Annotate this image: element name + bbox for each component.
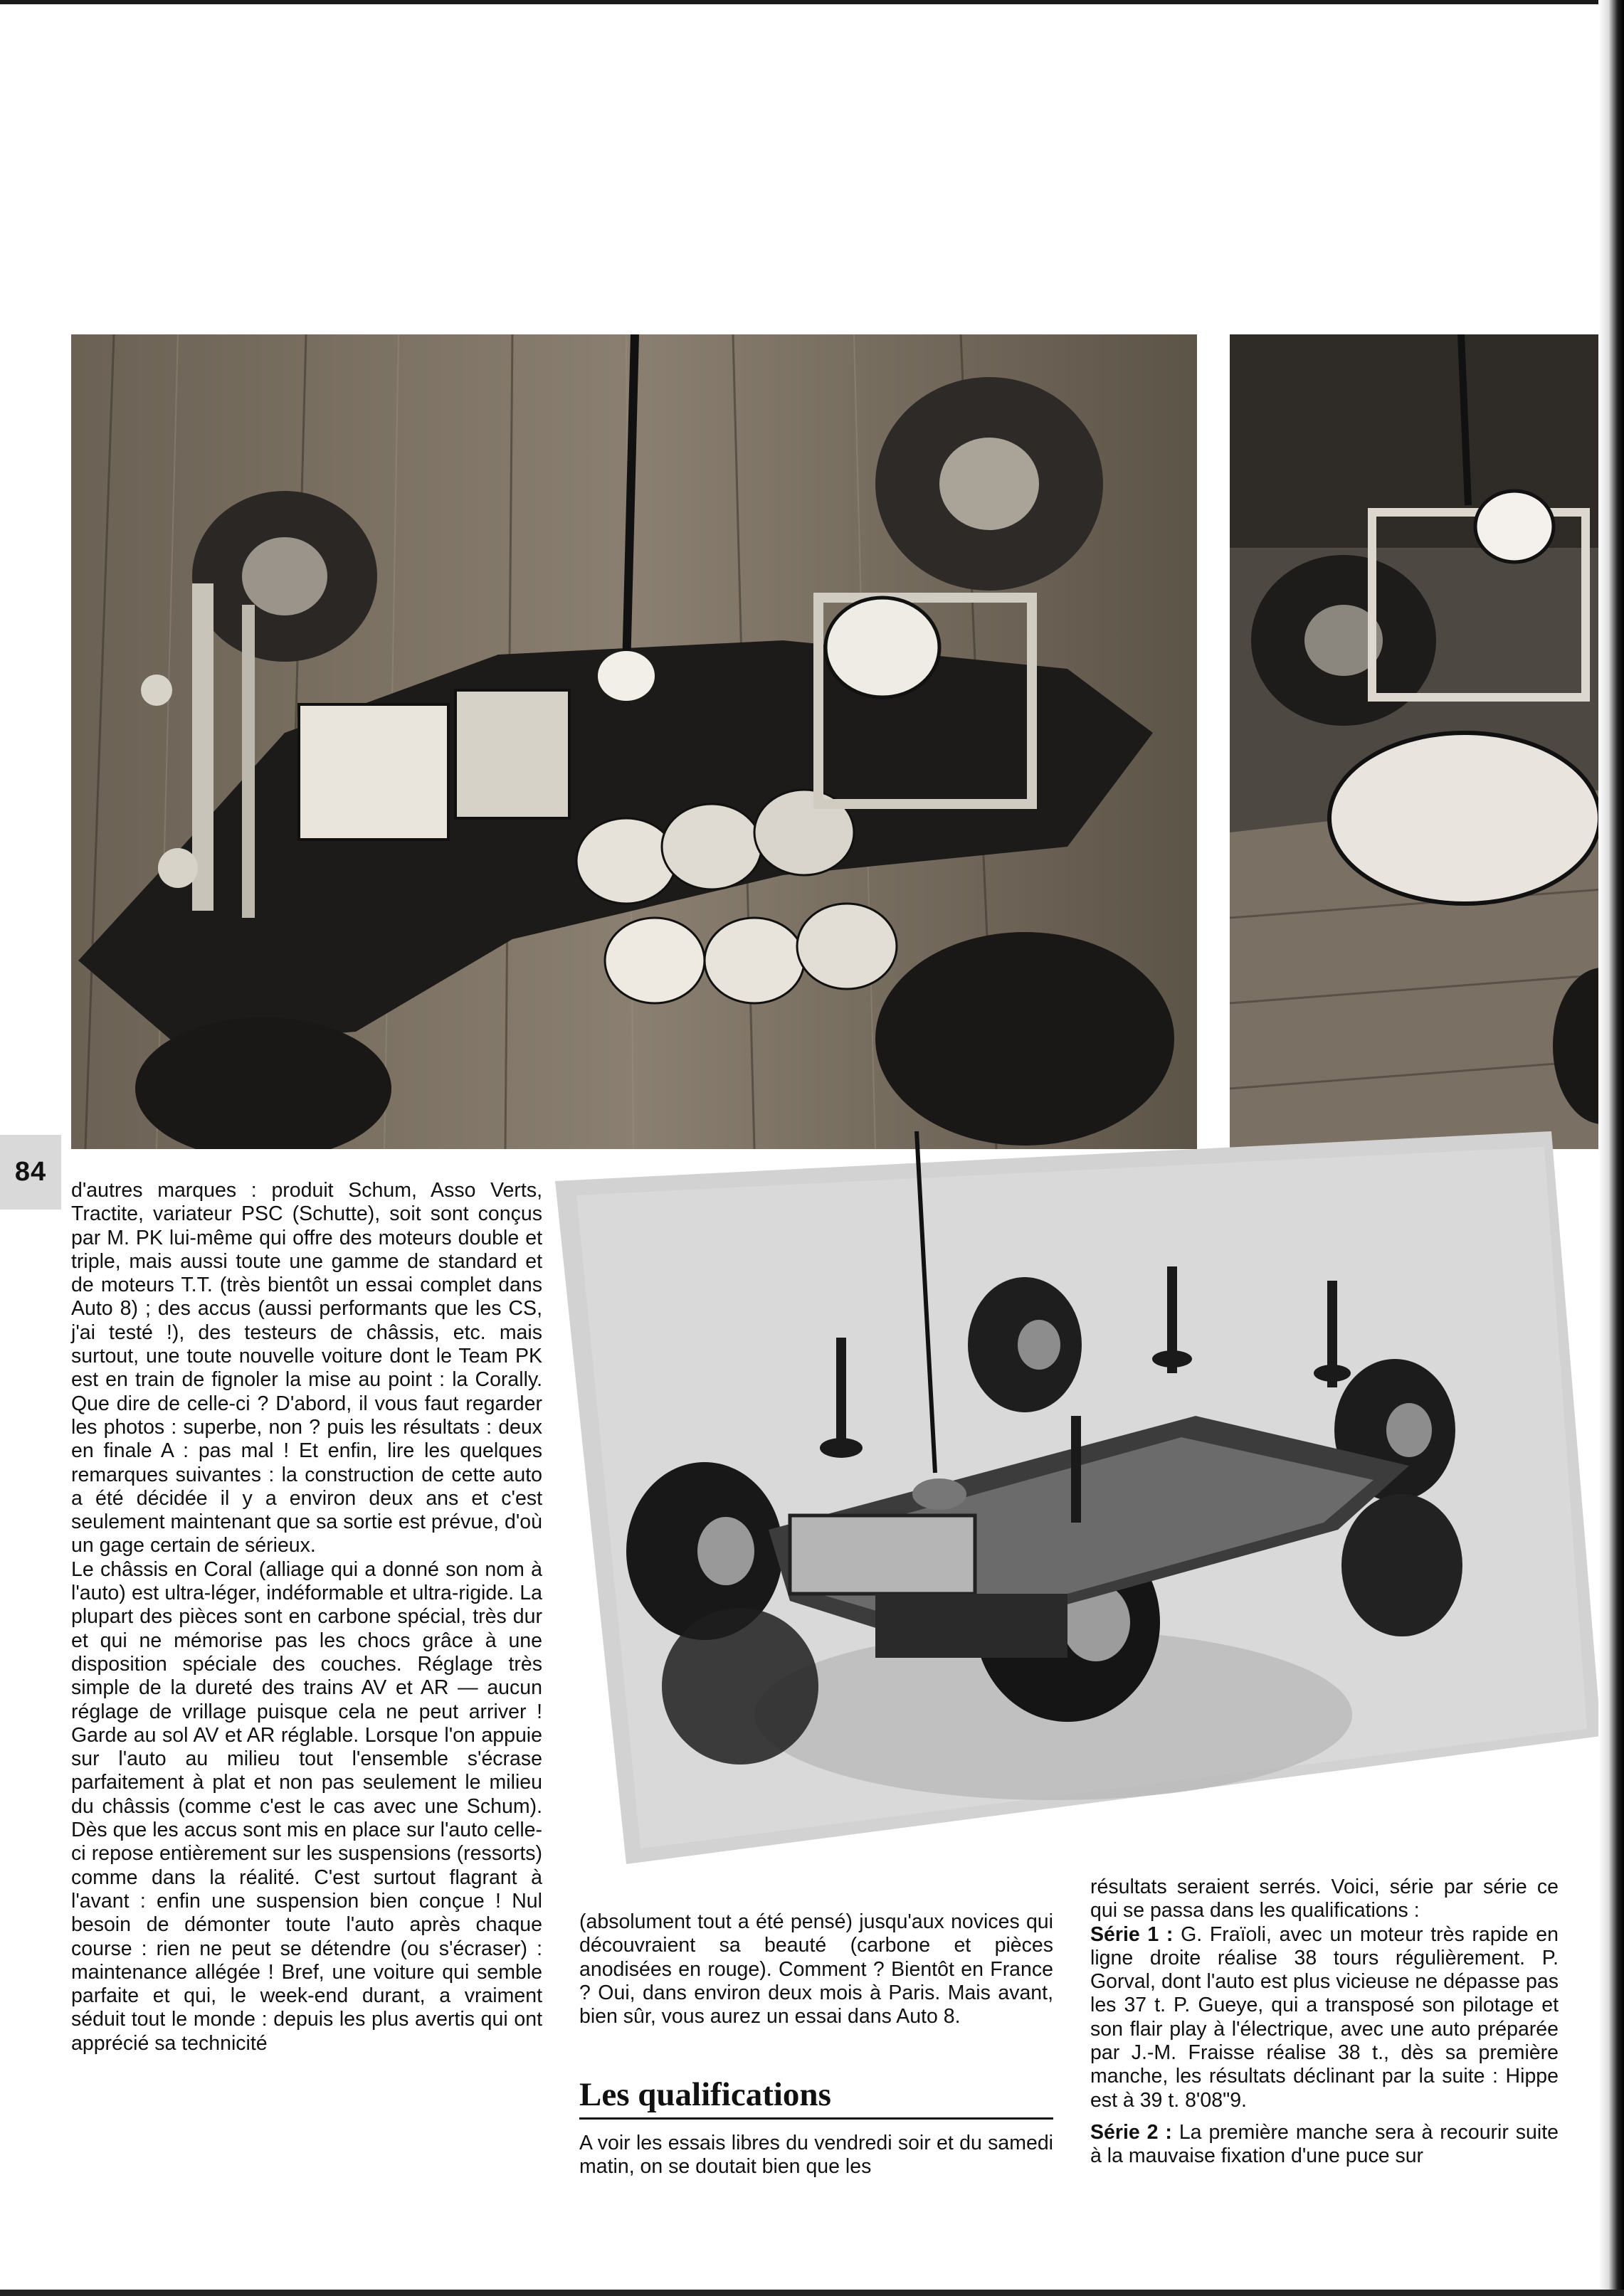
section-heading-qualifications: Les qualifications bbox=[579, 2073, 1053, 2120]
serie-1-paragraph bbox=[1090, 1923, 1559, 2112]
photo-rc-car-detail bbox=[1230, 334, 1603, 1149]
page-bottom-edge bbox=[0, 2290, 1624, 2296]
column2-paragraph-2: A voir les essais libres du vendredi soir et du samedi matin, on se doutait bien que les bbox=[579, 2132, 1053, 2179]
serie-2-text: La première manche sera à recourir suite à la mauvaise fixation d'une puce sur bbox=[1090, 2120, 1559, 2168]
article-column-2 bbox=[579, 1910, 1053, 2028]
article-column-2-continued bbox=[579, 2132, 1053, 2179]
serie-2-paragraph bbox=[1090, 2121, 1559, 2169]
article-column-3 bbox=[1090, 1876, 1559, 2169]
page-top-edge bbox=[0, 0, 1624, 4]
chassis-photo-drawing bbox=[71, 334, 1197, 1149]
page-right-edge bbox=[1598, 0, 1624, 2296]
column3-paragraph-1: résultats seraient serrés. Voici, série par série ce qui se passa dans les qualifications : bbox=[1090, 1876, 1559, 1922]
column2-paragraph-1: (absolument tout a été pensé) jusqu'aux novices qui découvraient sa beauté (carbone et pièces anodisées en rouge). Comment ? Bientôt en France ? Oui, dans environ deux mois à Paris. Mais avant, bien sûr, vous aurez un essai dans Auto 8. bbox=[579, 1910, 1053, 2028]
serie-1-label: Série 1 : bbox=[1090, 1922, 1174, 1946]
detail-photo-drawing bbox=[1230, 334, 1603, 1149]
photo-corally-car bbox=[555, 1131, 1601, 1864]
page-number: 84 bbox=[14, 1157, 47, 1187]
photo-rc-car-chassis-top-view bbox=[71, 334, 1197, 1149]
column1-paragraph-1: d'autres marques : produit Schum, Asso Verts, Tractite, variateur PSC (Schutte), soit sont conçus par M. PK lui-même qui offre des moteurs double et triple, mais aussi toute une gamme de standard et de moteurs T.T. (très bientôt un essai complet dans Auto 8) ; des accus (aussi performants que les CS, j'ai testé !), des testeurs de châssis, etc. mais surtout, une toute nouvelle voiture dont le Team PK est en train de fignoler la mise au point : la Corally. Que dire de celle-ci ? D'abord, il vous faut regarder les photos : superbe, non ? puis les résultats : deux en finale A : pas mal ! Et enfin, lire les quelques remarques suivantes : la construction de cette auto a été décidée il y a environ deux ans et c'est seulement maintenant que sa sortie est prévue, d'où un gage certain de sérieux. bbox=[71, 1179, 542, 1557]
serie-1-text: G. Fraïoli, avec un moteur très rapide en ligne droite réalise 38 tours régulièrement. P. Gorval, dont l'auto est plus vicieuse ne dépasse pas les 37 t. P. Gueye, qui a transposé son pilotage et son flair play à l'électrique, avec une auto préparée par J.-M. Fraisse réalise 38 t., dès sa première manche, les résultats déclinant par la suite : Hippe est à 39 t. 8'08"9. bbox=[1090, 1922, 1559, 2112]
article-column-1 bbox=[71, 1179, 542, 2056]
corally-photo-drawing bbox=[555, 1131, 1601, 1864]
serie-2-label: Série 2 : bbox=[1090, 2120, 1172, 2144]
page-number-tab bbox=[0, 1135, 61, 1210]
column1-paragraph-2: Le châssis en Coral (alliage qui a donné son nom à l'auto) est ultra-léger, indéformable et ultra-rigide. La plupart des pièces sont en carbone spécial, très dur et qui ne mémorise pas les chocs grâce à une disposition spéciale des couches. Réglage très simple de la dureté des trains AV et AR — aucun réglage de vrillage puisque cela ne peut arriver ! Garde au sol AV et AR réglable. Lorsque l'on appuie sur l'auto au milieu tout l'ensemble s'écrase parfaitement à plat et non pas seulement le milieu du châssis (comme c'est le cas avec une Schum). Dès que les accus sont mis en place sur l'auto celle-ci repose entièrement sur les suspensions (ressorts) comme dans la réalité. C'est surtout flagrant à l'avant : enfin une suspension bien conçue ! Nul besoin de démonter toute l'auto après chaque course : rien ne peut se détendre (ou s'écraser) : maintenance allégée ! Bref, une voiture qui semble parfaite et qui, le week-end durant, a vraiment séduit tout le monde : depuis les plus avertis qui ont apprécié sa technicité bbox=[71, 1557, 542, 2055]
